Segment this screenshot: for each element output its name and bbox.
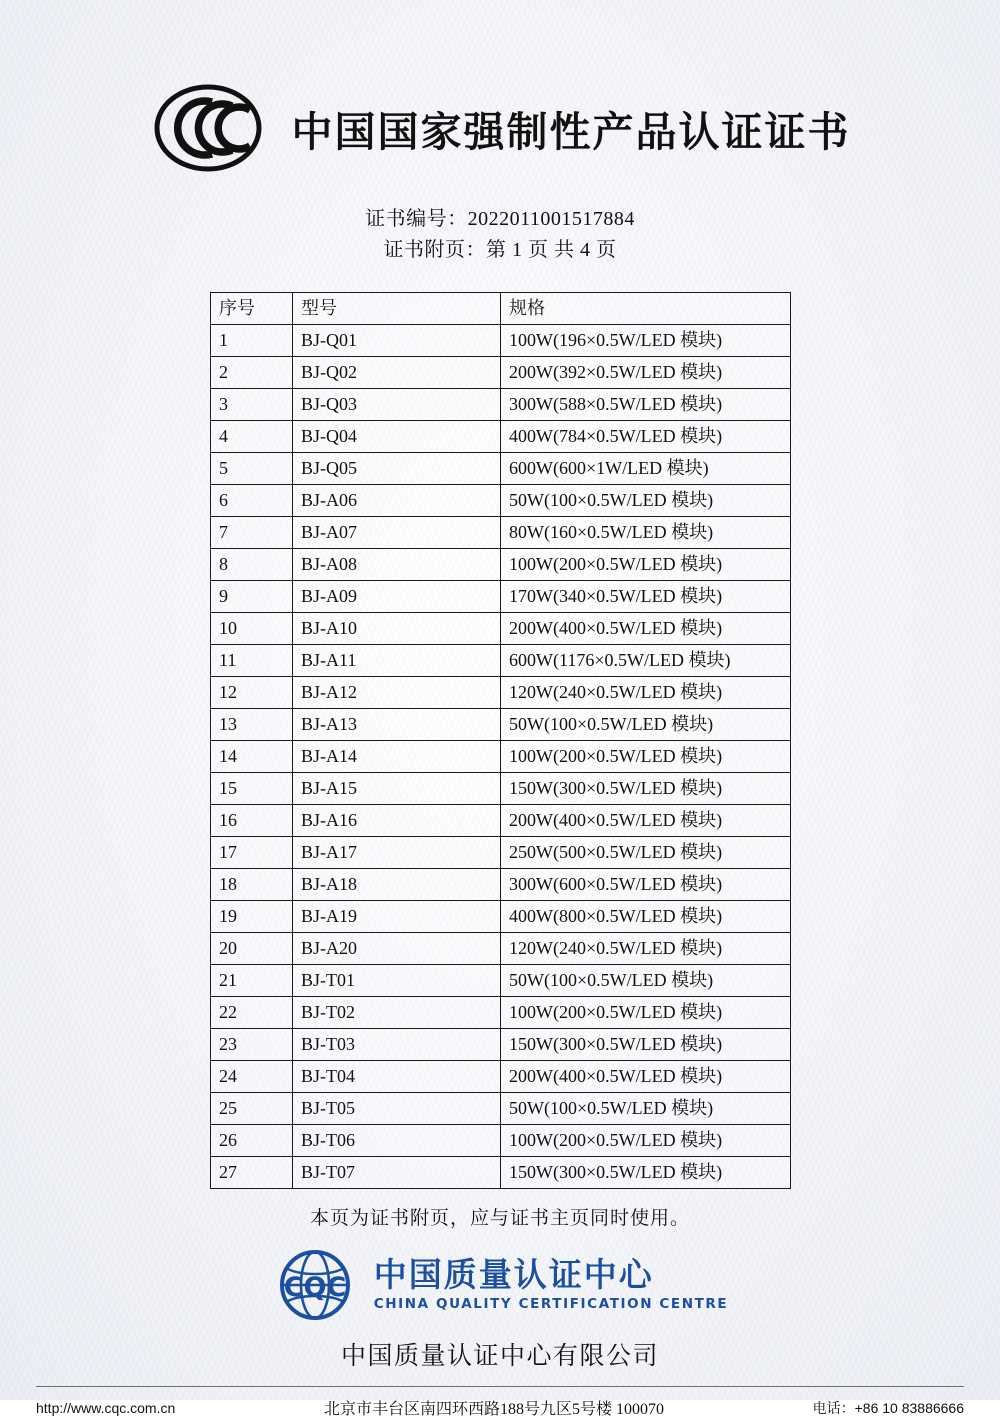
cell-no: 11 — [211, 645, 293, 677]
certificate-number-label: 证书编号： — [365, 208, 468, 230]
cell-spec: 250W(500×0.5W/LED 模块) — [501, 837, 791, 869]
table-row — [211, 933, 791, 965]
cell-model: BJ-A09 — [293, 581, 501, 613]
cell-model: BJ-A15 — [293, 773, 501, 805]
cell-spec: 100W(200×0.5W/LED 模块) — [501, 549, 791, 581]
table-row — [211, 901, 791, 933]
ccc-mark-icon — [150, 80, 266, 176]
certificate-meta — [36, 204, 964, 266]
cqc-name-en: CHINA QUALITY CERTIFICATION CENTRE — [373, 1296, 729, 1313]
footer-website[interactable]: http://www.cqc.com.cn — [36, 1399, 176, 1416]
table-row — [211, 357, 791, 389]
cell-no: 20 — [211, 933, 293, 965]
cell-spec: 120W(240×0.5W/LED 模块) — [501, 933, 791, 965]
cell-model: BJ-A06 — [293, 485, 501, 517]
table-row — [211, 997, 791, 1029]
cell-spec: 100W(200×0.5W/LED 模块) — [501, 1125, 791, 1157]
cell-no: 2 — [211, 357, 293, 389]
cell-no: 9 — [211, 581, 293, 613]
cell-no: 27 — [211, 1157, 293, 1189]
table-row — [211, 709, 791, 741]
annex-label: 证书附页： — [383, 239, 486, 261]
svg-text:CQC: CQC — [283, 1272, 347, 1303]
table-row — [211, 1029, 791, 1061]
cell-spec: 170W(340×0.5W/LED 模块) — [501, 581, 791, 613]
cell-spec: 50W(100×0.5W/LED 模块) — [501, 709, 791, 741]
cell-model: BJ-A07 — [293, 517, 501, 549]
table-row — [211, 1157, 791, 1189]
cell-spec: 400W(800×0.5W/LED 模块) — [501, 901, 791, 933]
cell-spec: 300W(600×0.5W/LED 模块) — [501, 869, 791, 901]
cell-no: 26 — [211, 1125, 293, 1157]
cell-no: 21 — [211, 965, 293, 997]
cell-no: 25 — [211, 1093, 293, 1125]
cell-spec: 200W(400×0.5W/LED 模块) — [501, 613, 791, 645]
table-row — [211, 517, 791, 549]
specification-table — [210, 292, 791, 1189]
footer-address: 北京市丰台区南四环西路188号九区5号楼 100070 — [323, 1401, 664, 1418]
column-header-spec: 规格 — [501, 293, 791, 325]
cell-spec: 120W(240×0.5W/LED 模块) — [501, 677, 791, 709]
cell-model: BJ-A10 — [293, 613, 501, 645]
cell-spec: 150W(300×0.5W/LED 模块) — [501, 1157, 791, 1189]
cell-spec: 600W(1176×0.5W/LED 模块) — [501, 645, 791, 677]
cell-spec: 100W(196×0.5W/LED 模块) — [501, 325, 791, 357]
page-title: 中国国家强制性产品认证证书 — [291, 107, 851, 156]
cell-spec: 600W(600×1W/LED 模块) — [501, 453, 791, 485]
cell-model: BJ-Q03 — [293, 389, 501, 421]
footer-phone: 电话：+86 10 83886666 — [812, 1399, 964, 1416]
cell-model: BJ-A19 — [293, 901, 501, 933]
annex-note: 本页为证书附页，应与证书主页同时使用。 — [309, 1208, 690, 1229]
cell-no: 5 — [211, 453, 293, 485]
table-row — [211, 773, 791, 805]
table-row — [211, 837, 791, 869]
cell-model: BJ-A16 — [293, 805, 501, 837]
cell-spec: 80W(160×0.5W/LED 模块) — [501, 517, 791, 549]
cell-no: 22 — [211, 997, 293, 1029]
table-row — [211, 741, 791, 773]
certificate-number-value: 2022011001517884 — [467, 208, 635, 230]
document-footer — [36, 1396, 964, 1419]
cell-spec: 200W(400×0.5W/LED 模块) — [501, 805, 791, 837]
cell-spec: 150W(300×0.5W/LED 模块) — [501, 773, 791, 805]
cell-model: BJ-A08 — [293, 549, 501, 581]
cell-model: BJ-Q02 — [293, 357, 501, 389]
cell-no: 14 — [211, 741, 293, 773]
annex-page-line — [36, 235, 964, 266]
cell-spec: 50W(100×0.5W/LED 模块) — [501, 965, 791, 997]
cell-model: BJ-Q05 — [293, 453, 501, 485]
cell-model: BJ-T04 — [293, 1061, 501, 1093]
table-row — [211, 1093, 791, 1125]
cell-no: 19 — [211, 901, 293, 933]
table-row — [211, 549, 791, 581]
cqc-globe-icon — [272, 1246, 358, 1324]
cell-no: 18 — [211, 869, 293, 901]
cell-spec: 400W(784×0.5W/LED 模块) — [501, 421, 791, 453]
cell-no: 6 — [211, 485, 293, 517]
cqc-logo-block — [36, 1246, 964, 1324]
table-row — [211, 613, 791, 645]
cell-model: BJ-T01 — [293, 965, 501, 997]
specification-table-wrapper — [210, 292, 790, 1189]
cell-no: 17 — [211, 837, 293, 869]
cell-spec: 50W(100×0.5W/LED 模块) — [501, 1093, 791, 1125]
cell-model: BJ-A11 — [293, 645, 501, 677]
cell-no: 23 — [211, 1029, 293, 1061]
cell-model: BJ-T07 — [293, 1157, 501, 1189]
table-row — [211, 677, 791, 709]
company-name: 中国质量认证中心有限公司 — [340, 1341, 659, 1370]
cell-no: 13 — [211, 709, 293, 741]
cell-model: BJ-T02 — [293, 997, 501, 1029]
cell-no: 10 — [211, 613, 293, 645]
cell-model: BJ-A17 — [293, 837, 501, 869]
table-row — [211, 869, 791, 901]
cell-spec: 50W(100×0.5W/LED 模块) — [501, 485, 791, 517]
table-row — [211, 1125, 791, 1157]
cell-no: 8 — [211, 549, 293, 581]
cell-no: 24 — [211, 1061, 293, 1093]
document-header — [36, 34, 964, 176]
cell-model: BJ-A18 — [293, 869, 501, 901]
footer-divider — [36, 1386, 964, 1387]
cell-model: BJ-T03 — [293, 1029, 501, 1061]
cell-spec: 100W(200×0.5W/LED 模块) — [501, 741, 791, 773]
certificate-number-line — [36, 204, 964, 235]
table-row — [211, 389, 791, 421]
table-row — [211, 581, 791, 613]
cell-spec: 200W(392×0.5W/LED 模块) — [501, 357, 791, 389]
cell-no: 7 — [211, 517, 293, 549]
cell-spec: 200W(400×0.5W/LED 模块) — [501, 1061, 791, 1093]
cell-model: BJ-A12 — [293, 677, 501, 709]
table-row — [211, 421, 791, 453]
table-row — [211, 805, 791, 837]
table-header-row — [211, 293, 791, 325]
cell-model: BJ-A20 — [293, 933, 501, 965]
table-row — [211, 645, 791, 677]
cell-no: 3 — [211, 389, 293, 421]
cqc-name-cn: 中国质量认证中心 — [373, 1255, 654, 1295]
annex-value: 第 1 页 共 4 页 — [486, 239, 617, 261]
cell-model: BJ-Q04 — [293, 421, 501, 453]
cell-no: 12 — [211, 677, 293, 709]
cell-model: BJ-T05 — [293, 1093, 501, 1125]
table-row — [211, 325, 791, 357]
column-header-no: 序号 — [211, 293, 293, 325]
cell-no: 4 — [211, 421, 293, 453]
cell-no: 15 — [211, 773, 293, 805]
cell-no: 16 — [211, 805, 293, 837]
cell-spec: 100W(200×0.5W/LED 模块) — [501, 997, 791, 1029]
cell-no: 1 — [211, 325, 293, 357]
cell-model: BJ-T06 — [293, 1125, 501, 1157]
cell-model: BJ-A14 — [293, 741, 501, 773]
table-row — [211, 453, 791, 485]
column-header-model: 型号 — [293, 293, 501, 325]
table-row — [211, 965, 791, 997]
cell-model: BJ-A13 — [293, 709, 501, 741]
cell-spec: 300W(588×0.5W/LED 模块) — [501, 389, 791, 421]
cell-model: BJ-Q01 — [293, 325, 501, 357]
table-row — [211, 1061, 791, 1093]
cell-spec: 150W(300×0.5W/LED 模块) — [501, 1029, 791, 1061]
table-row — [211, 485, 791, 517]
